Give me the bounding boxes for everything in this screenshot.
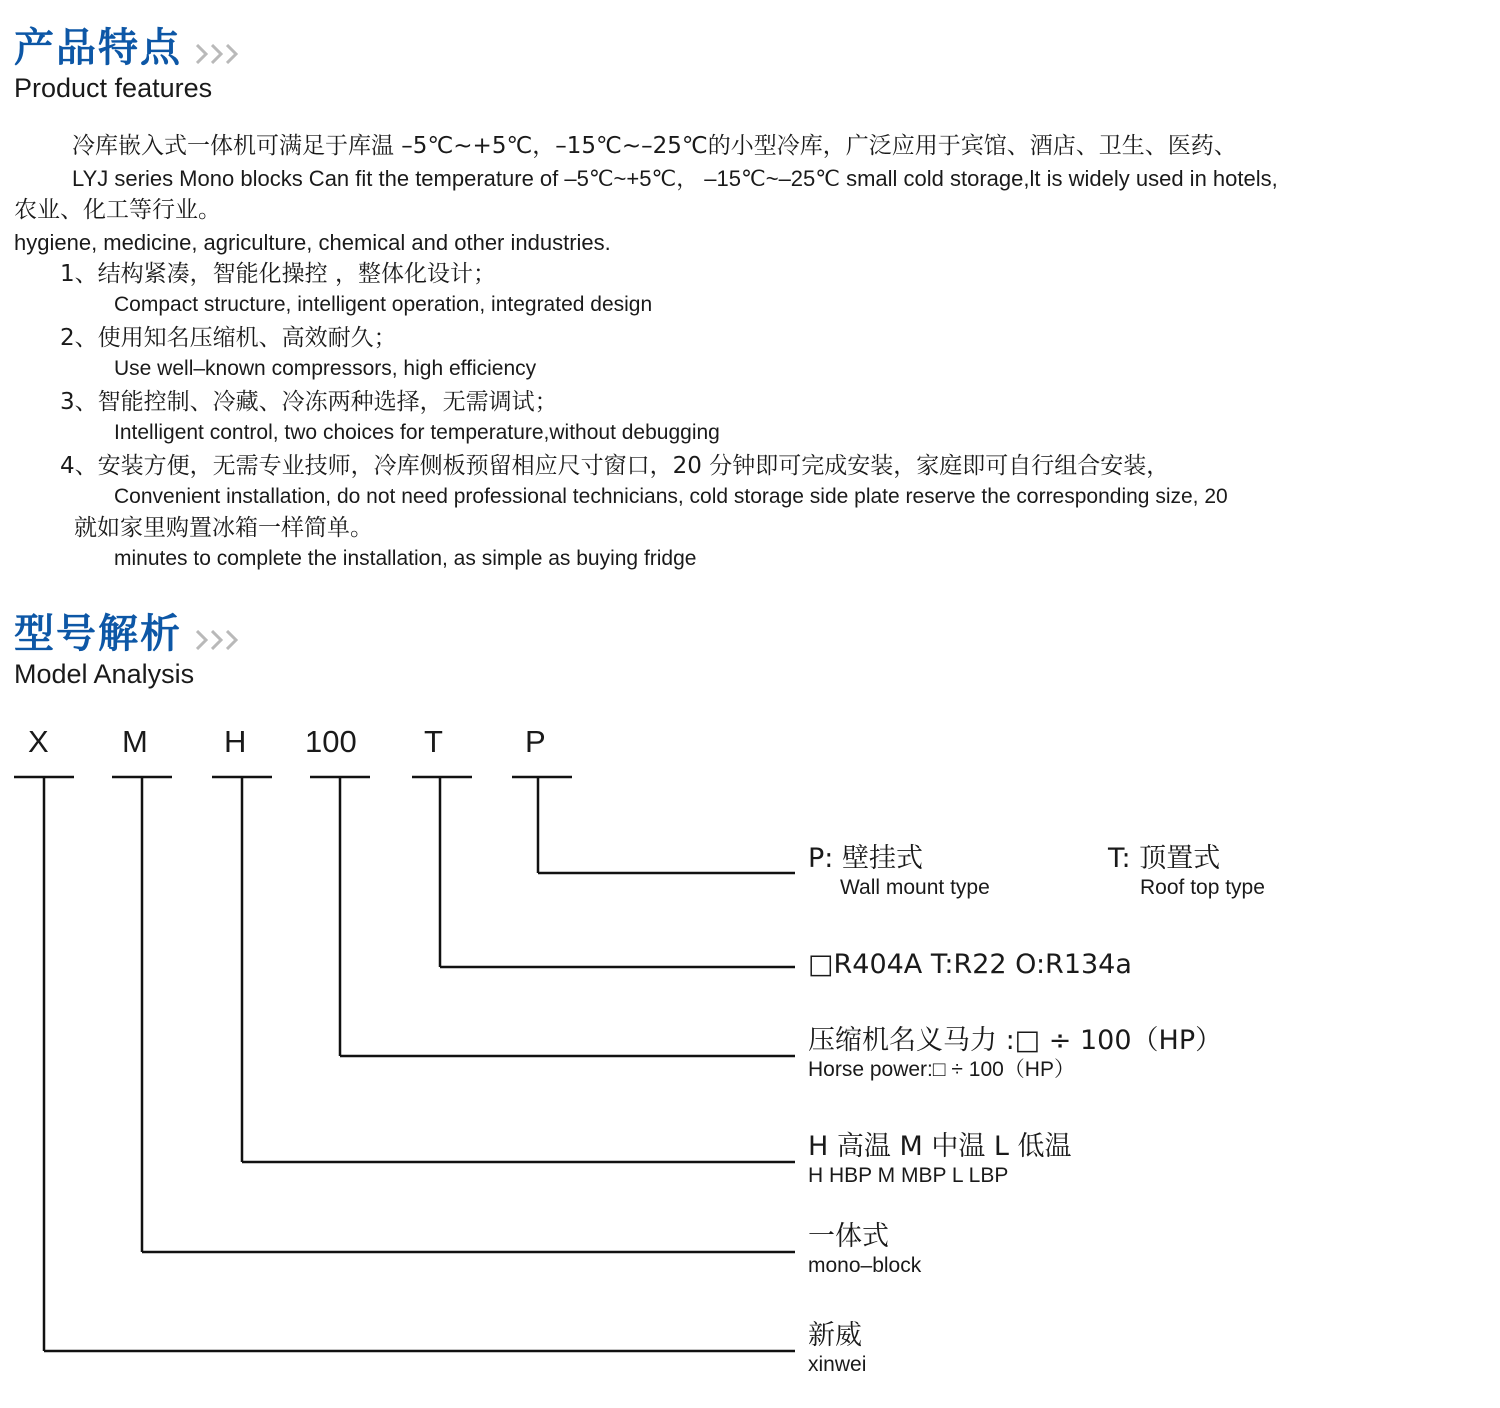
- chevron-right-icon-6: [226, 630, 239, 650]
- chevron-right-icon-1: [196, 44, 209, 64]
- legend-temperature-cn: H 高温 M 中温 L 低温: [808, 1131, 1072, 1162]
- feature-cn-4b: 就如家里购置冰箱一样简单。: [74, 515, 373, 541]
- heading-cn-row-2: [14, 612, 239, 656]
- code-part-x: X: [28, 724, 49, 759]
- legend-mono-block-en: mono–block: [808, 1254, 922, 1277]
- legend-horse-power: [808, 1025, 1222, 1083]
- feature-cn-1: 1、结构紧凑，智能化操控 ，整体化设计；: [60, 261, 496, 287]
- feature-list: [14, 258, 1494, 576]
- intro-paragraph: [14, 130, 1489, 258]
- feature-en-1: Compact structure, intelligent operation, integrated design: [114, 293, 653, 316]
- intro-en-line-2: hygiene, medicine, agriculture, chemical and other industries.: [14, 230, 611, 255]
- legend-refrigerant: [808, 949, 1132, 981]
- feature-en-3: Intelligent control, two choices for temperature,without debugging: [114, 421, 720, 444]
- chevron-right-icon-5: [211, 630, 224, 650]
- chevron-right-icon-4: [196, 630, 209, 650]
- legend-mount-type-p-cn: P: 壁挂式: [808, 843, 923, 874]
- section2-title-en: Model Analysis: [14, 659, 195, 689]
- model-analysis-diagram: [0, 715, 1500, 1405]
- legend-temperature-en: H HBP M MBP L LBP: [808, 1164, 1009, 1187]
- code-part-p: P: [525, 724, 546, 759]
- chevron-right-icon: [196, 44, 239, 64]
- code-part-h: H: [224, 724, 247, 759]
- legend-temperature: [808, 1131, 1072, 1189]
- feature-en-4b: minutes to complete the installation, as simple as buying fridge: [114, 547, 697, 570]
- legend-brand-cn: 新威: [808, 1320, 862, 1351]
- intro-cn-line-2: 农业、化工等行业。: [14, 197, 221, 223]
- list-item: [14, 386, 1494, 448]
- code-part-m: M: [122, 724, 148, 759]
- legend-mount-type-t: [1108, 843, 1265, 901]
- code-part-100: 100: [305, 724, 357, 759]
- feature-cn-3: 3、智能控制、冷藏、冷冻两种选择，无需调试；: [60, 389, 558, 415]
- feature-cn-4: 4、安装方便，无需专业技师，冷库侧板预留相应尺寸窗口，20 分钟即可完成安装，家庭即可自行组合安装，: [60, 453, 1170, 479]
- feature-en-2: Use well–known compressors, high efficiency: [114, 357, 537, 380]
- legend-horse-power-en: Horse power:□ ÷ 100（HP）: [808, 1058, 1075, 1081]
- feature-cn-2: 2、使用知名压缩机、高效耐久；: [60, 325, 397, 351]
- legend-mount-type-t-cn: T: 顶置式: [1108, 843, 1221, 874]
- chevron-right-icon-3: [226, 44, 239, 64]
- legend-mount-type-p-en: Wall mount type: [840, 876, 990, 899]
- chevron-right-icon-2: [211, 44, 224, 64]
- section-title-cn: 产品特点: [14, 25, 182, 71]
- product-features-heading: [14, 26, 239, 103]
- feature-en-4: Convenient installation, do not need professional technicians, cold storage side plate reserve the corresponding size, 20: [114, 485, 1228, 508]
- heading-cn-row: [14, 26, 239, 70]
- section-title-en: Product features: [14, 73, 213, 103]
- list-item: [14, 258, 1494, 320]
- legend-refrigerant-cn: □R404A T:R22 O:R134a: [808, 949, 1132, 980]
- list-item: [14, 322, 1494, 384]
- legend-mono-block: [808, 1221, 921, 1279]
- legend-mount-type: [808, 843, 1265, 901]
- chevron-right-icon-group: [196, 630, 239, 650]
- legend-brand-en: xinwei: [808, 1353, 867, 1376]
- legend-mono-block-cn: 一体式: [808, 1221, 889, 1252]
- code-part-t: T: [424, 724, 443, 759]
- legend-brand: [808, 1320, 866, 1378]
- legend-mount-type-t-en: Roof top type: [1140, 876, 1265, 899]
- intro-cn-line-1: 冷库嵌入式一体机可满足于库温 –5℃~+5℃，–15℃~–25℃的小型冷库，广泛应用于宾馆、酒店、卫生、医药、: [72, 133, 1237, 159]
- leader-lines: [0, 715, 1500, 1405]
- legend-horse-power-cn: 压缩机名义马力 :□ ÷ 100（HP）: [808, 1025, 1223, 1056]
- legend-mount-type-row: [808, 843, 1265, 901]
- legend-mount-type-p: [808, 843, 1108, 901]
- list-item: [14, 450, 1494, 574]
- section2-title-cn: 型号解析: [14, 611, 182, 657]
- model-analysis-heading: [14, 612, 239, 689]
- intro-en-line-1: LYJ series Mono blocks Can fit the temperature of –5℃~+5℃， –15℃~–25℃ small cold storage,lt is widely used in hotels,: [72, 166, 1278, 191]
